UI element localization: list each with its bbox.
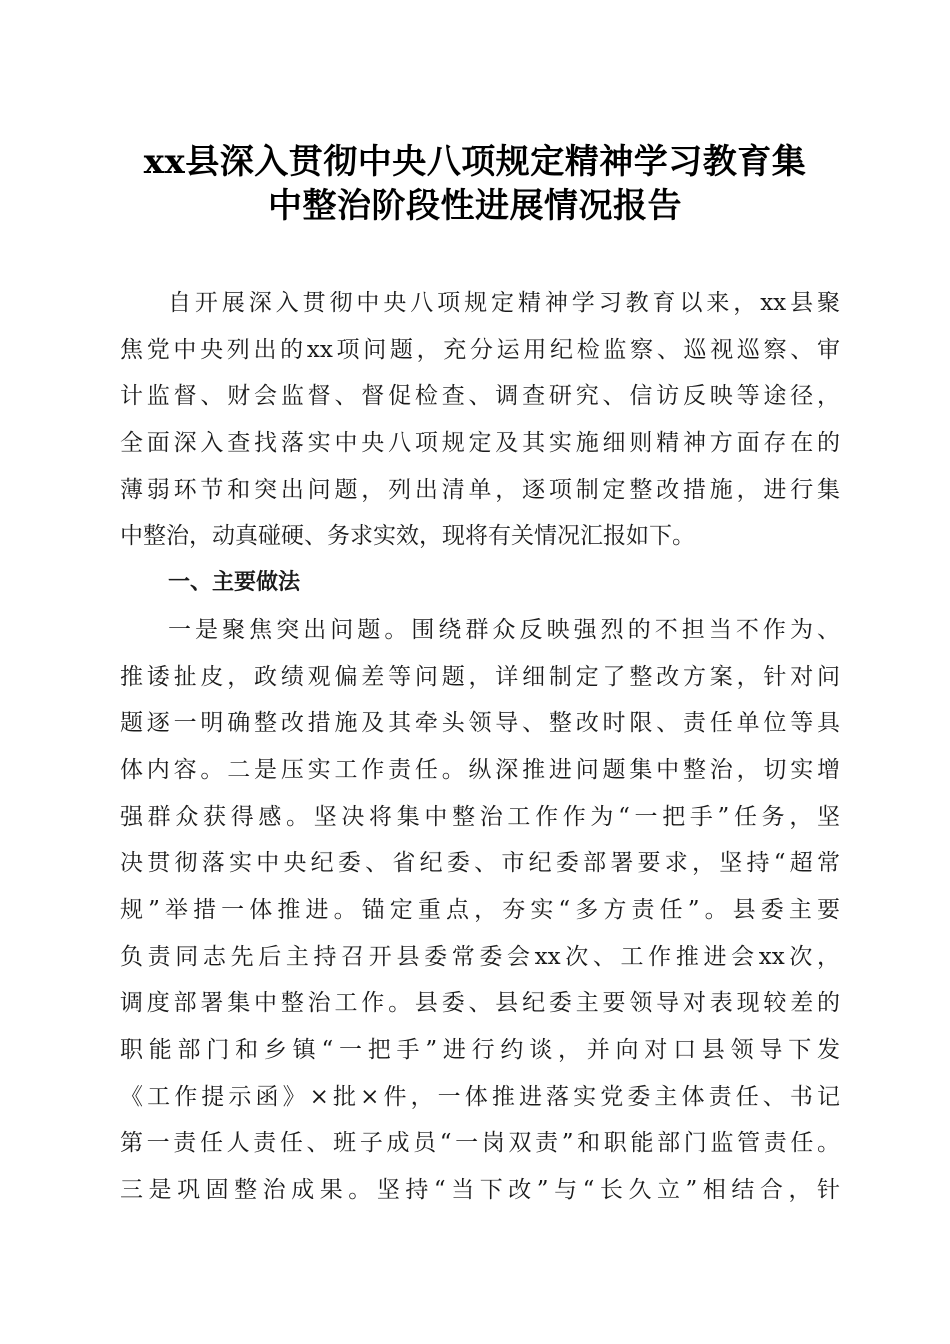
intro-paragraph-line: 自开展深入贯彻中央八项规定精神学习教育以来，xx县聚 (168, 290, 840, 316)
document-body (120, 280, 840, 1214)
section-paragraph-line: 一是聚焦突出问题。围绕群众反映强烈的不担当不作为、 (168, 616, 840, 643)
section-paragraph-line: 第一责任人责任、班子成员“一岗双责”和职能部门监管责任。 (120, 1130, 840, 1157)
intro-paragraph-line: 中整治，动真碰硬、务求实效，现将有关情况汇报如下。 (120, 523, 695, 550)
section-paragraph-line: 负责同志先后主持召开县委常委会xx次、工作推进会xx次， (120, 943, 840, 970)
section-heading: 一、主要做法 (168, 570, 301, 596)
document-title-line-1: xx县深入贯彻中央八项规定精神学习教育集 (143, 142, 807, 182)
intro-paragraph-line: 全面深入查找落实中央八项规定及其实施细则精神方面存在的 (120, 430, 840, 457)
section-paragraph-line: 体内容。二是压实工作责任。纵深推进问题集中整治，切实增 (120, 756, 840, 783)
section-paragraph-line: 职能部门和乡镇“一把手”进行约谈，并向对口县领导下发 (120, 1037, 840, 1063)
section-paragraph-line: 调度部署集中整治工作。县委、县纪委主要领导对表现较差的 (120, 990, 840, 1017)
section-paragraph-line: 推诿扯皮，政绩观偏差等问题，详细制定了整改方案，针对问 (120, 663, 840, 690)
document-title-line-2: 中整治阶段性进展情况报告 (268, 186, 682, 226)
intro-paragraph-line: 焦党中央列出的xx项问题，充分运用纪检监察、巡视巡察、审 (120, 336, 840, 363)
section-paragraph-line: 《工作提示函》×批×件，一体推进落实党委主体责任、书记 (120, 1083, 840, 1110)
section-paragraph-line: 强群众获得感。坚决将集中整治工作作为“一把手”任务，坚 (120, 803, 840, 830)
section-paragraph-line: 决贯彻落实中央纪委、省纪委、市纪委部署要求，坚持“超常 (120, 850, 840, 877)
intro-paragraph-line: 薄弱环节和突出问题，列出清单，逐项制定整改措施，进行集 (120, 476, 840, 503)
section-paragraph-line: 规”举措一体推进。锚定重点，夯实“多方责任”。县委主要 (120, 896, 840, 923)
intro-paragraph-line: 计监督、财会监督、督促检查、调查研究、信访反映等途径， (120, 383, 840, 410)
section-paragraph-line: 三是巩固整治成果。坚持“当下改”与“长久立”相结合，针 (120, 1177, 840, 1204)
section-paragraph-line: 题逐一明确整改措施及其牵头领导、整改时限、责任单位等具 (120, 710, 840, 737)
